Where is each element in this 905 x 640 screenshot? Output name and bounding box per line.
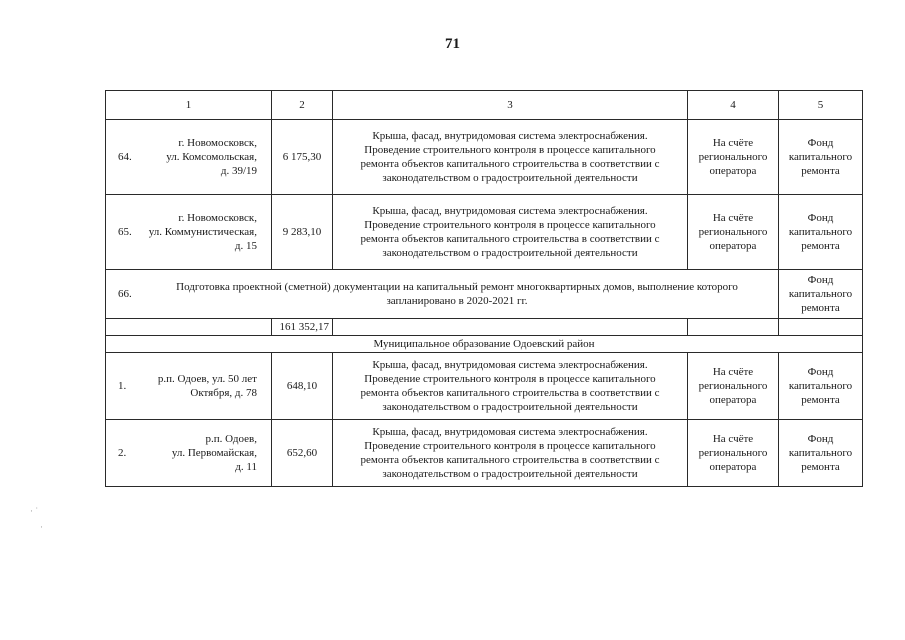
row-method: На счёте регионального оператора	[688, 353, 779, 420]
row-address-cell	[106, 353, 272, 420]
row-number: 65.	[118, 226, 132, 238]
row-address: р.п. Одоев, ул. Первомайская, д. 11	[171, 433, 257, 473]
row-method: На счёте регионального оператора	[688, 120, 779, 195]
scan-speck: · ˙	[30, 506, 39, 516]
row-number: 1.	[118, 380, 127, 392]
column-number-5: 5	[779, 91, 863, 120]
row-area: 652,60	[272, 420, 333, 487]
row-address: р.п. Одоев, ул. 50 лет Октября, д. 78	[157, 373, 257, 399]
row-number: 64.	[118, 151, 132, 163]
row-method: На счёте регионального оператора	[688, 195, 779, 270]
row-source: Фонд капитального ремонта	[779, 353, 863, 420]
total-empty-cell	[106, 319, 272, 336]
row-address-cell	[106, 195, 272, 270]
total-area: 161 352,17	[272, 319, 333, 336]
row-area: 648,10	[272, 353, 333, 420]
column-number-row	[106, 91, 863, 120]
row-address: г. Новомосковск, ул. Комсомольская, д. 39/19	[166, 137, 257, 177]
row-area: 9 283,10	[272, 195, 333, 270]
row-source: Фонд капитального ремонта	[779, 195, 863, 270]
row-works: Крыша, фасад, внутридомовая система электроснабжения. Проведение строительного контроля в процессе капитального ремонта объектов капитального строительства в соответствии с законодательством о градостроительной деятельности	[333, 420, 688, 487]
row-address: г. Новомосковск, ул. Коммунистическая, д. 15	[148, 212, 257, 252]
scan-speck: ·	[40, 522, 43, 532]
table-row	[106, 120, 863, 195]
total-empty-cell	[779, 319, 863, 336]
total-empty-cell	[333, 319, 688, 336]
total-row	[106, 319, 863, 336]
table-row	[106, 195, 863, 270]
row-works: Крыша, фасад, внутридомовая система электроснабжения. Проведение строительного контроля в процессе капитального ремонта объектов капитального строительства в соответствии с законодательством о градостроительной деятельности	[333, 120, 688, 195]
row-source: Фонд капитального ремонта	[779, 120, 863, 195]
row-source: Фонд капитального ремонта	[779, 270, 863, 319]
column-number-4: 4	[688, 91, 779, 120]
row-address-cell	[106, 120, 272, 195]
column-number-1: 1	[106, 91, 272, 120]
row-method: На счёте регионального оператора	[688, 420, 779, 487]
page-number: 71	[445, 36, 460, 52]
row-number: 2.	[118, 447, 127, 459]
row-merged-cell	[106, 270, 779, 319]
section-header-row	[106, 336, 863, 353]
total-empty-cell	[688, 319, 779, 336]
row-description: Подготовка проектной (сметной) документации на капитальный ремонт многоквартирных домов, выполнение которого запланировано в 2020-2021 гг.	[176, 281, 738, 307]
row-address-cell	[106, 420, 272, 487]
column-number-3: 3	[333, 91, 688, 120]
table-row-design-docs	[106, 270, 863, 319]
table-row	[106, 420, 863, 487]
row-area: 6 175,30	[272, 120, 333, 195]
row-works: Крыша, фасад, внутридомовая система электроснабжения. Проведение строительного контроля в процессе капитального ремонта объектов капитального строительства в соответствии с законодательством о градостроительной деятельности	[333, 195, 688, 270]
repair-program-table	[105, 90, 863, 487]
row-number: 66.	[118, 288, 132, 300]
row-works: Крыша, фасад, внутридомовая система электроснабжения. Проведение строительного контроля в процессе капитального ремонта объектов капитального строительства в соответствии с законодательством о градостроительной деятельности	[333, 353, 688, 420]
section-title: Муниципальное образование Одоевский район	[106, 336, 863, 353]
column-number-2: 2	[272, 91, 333, 120]
row-source: Фонд капитального ремонта	[779, 420, 863, 487]
table-row	[106, 353, 863, 420]
